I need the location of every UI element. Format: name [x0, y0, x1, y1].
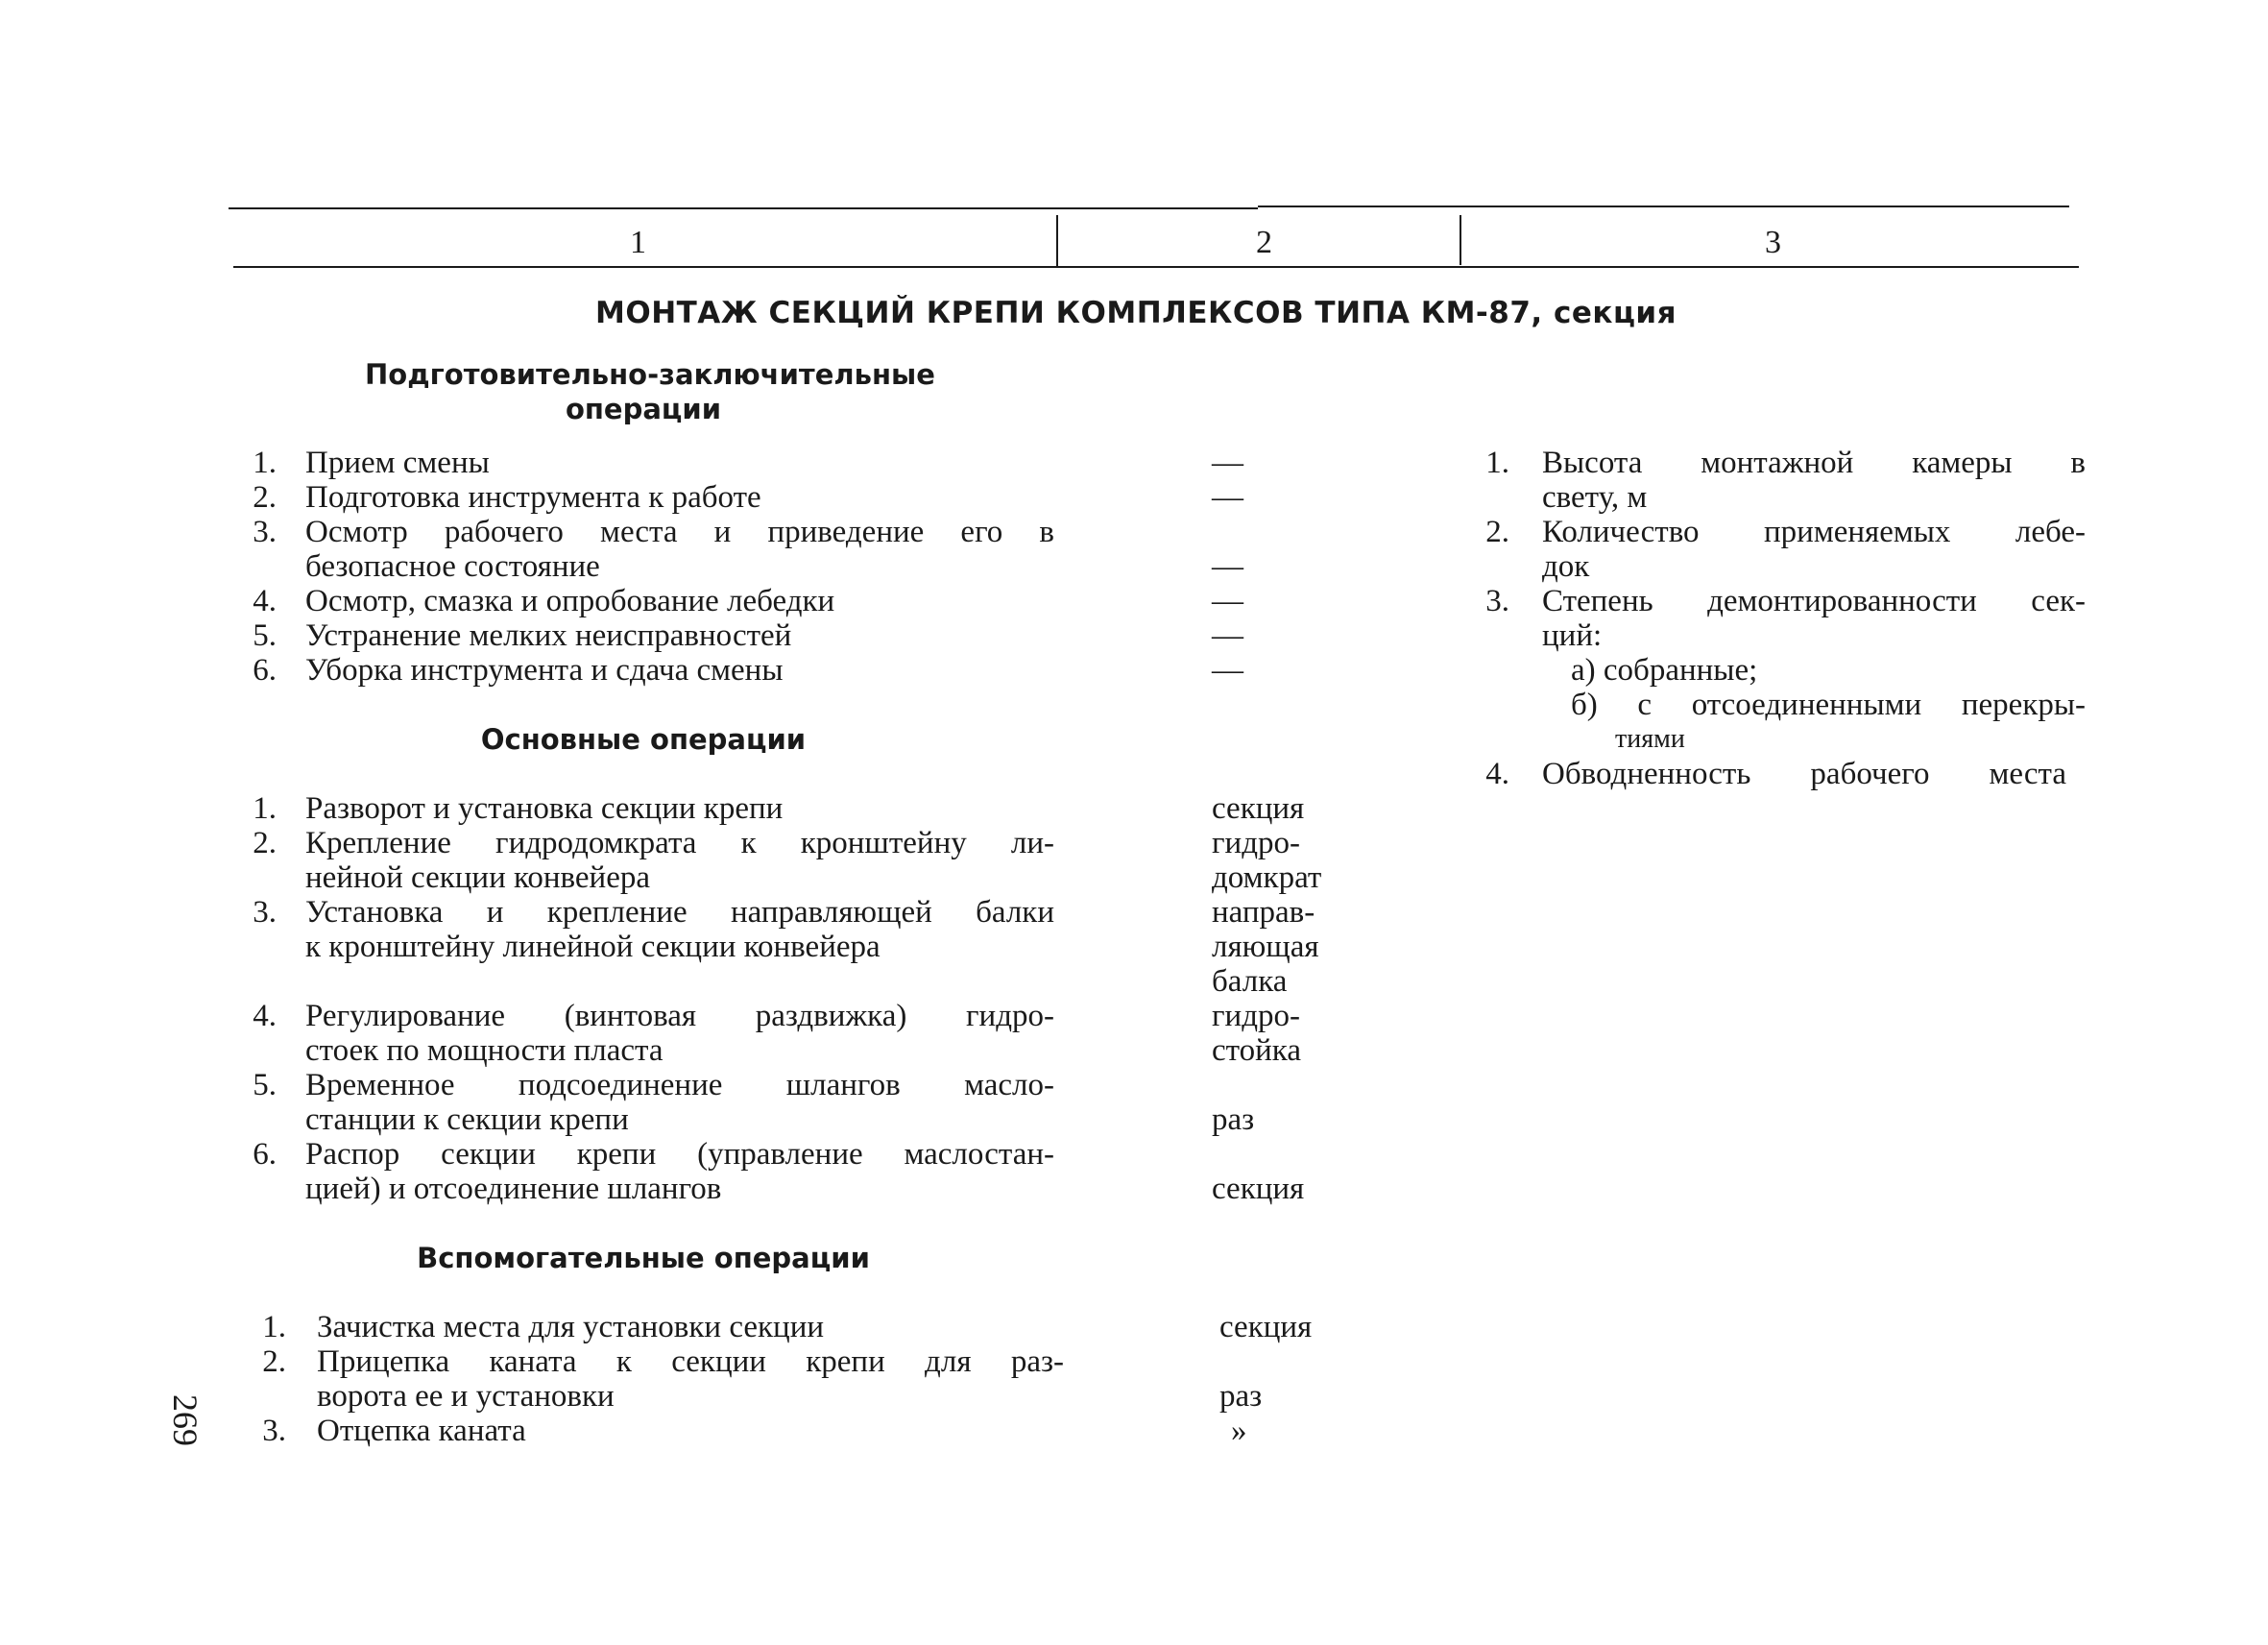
top-rule-left — [229, 207, 1258, 209]
column-number-2: 2 — [1256, 225, 1272, 260]
factor-2-text-line2: док — [1542, 549, 1590, 584]
main-item-3-text-line1: Установка и крепление направляющей балки — [305, 895, 1054, 930]
column-divider-1 — [1056, 215, 1058, 267]
aux-heading: Вспомогательные операции — [417, 1242, 870, 1274]
main-item-5-unit: раз — [1212, 1102, 1255, 1137]
main-item-6-text-line2: цией) и отсоединение шлангов — [305, 1172, 722, 1206]
main-item-6-number: 6. — [253, 1137, 277, 1172]
prep-item-1-text: Прием смены — [305, 446, 490, 480]
factor-1-text-line1: Высота монтажной камеры в — [1542, 446, 2086, 480]
main-item-5-text-line1: Временное подсоединение шлангов масло- — [305, 1068, 1054, 1102]
main-item-2-number: 2. — [253, 826, 277, 860]
main-item-5-number: 5. — [253, 1068, 277, 1102]
main-item-2-unit-line2: домкрат — [1212, 860, 1322, 895]
page-number: 269 — [166, 1394, 205, 1446]
prep-heading-line2: операции — [565, 393, 722, 425]
prep-item-4-number: 4. — [253, 584, 277, 618]
main-item-6-unit: секция — [1212, 1172, 1305, 1206]
factor-1-text-line2: свету, м — [1542, 480, 1648, 515]
aux-item-1-unit: секция — [1219, 1310, 1313, 1344]
main-item-2-text-line2: нейной секции конвейера — [305, 860, 651, 895]
column-divider-2 — [1460, 215, 1461, 265]
prep-item-6-number: 6. — [253, 653, 277, 688]
prep-item-4-text: Осмотр, смазка и опробование лебедки — [305, 584, 835, 618]
prep-item-5-number: 5. — [253, 618, 277, 653]
main-item-3-unit-line2: ляющая — [1212, 930, 1319, 964]
main-item-5-text-line2: станции к секции крепи — [305, 1102, 629, 1137]
factor-4-text: Обводненность рабочего места — [1542, 757, 2066, 791]
prep-heading — [365, 357, 935, 426]
main-item-2-unit-line1: гидро- — [1212, 826, 1300, 860]
column-number-1: 1 — [630, 225, 646, 260]
prep-item-3-text-line2: безопасное состояние — [305, 549, 600, 584]
factor-2-number: 2. — [1485, 515, 1509, 549]
aux-item-3-unit: » — [1231, 1414, 1247, 1448]
main-item-4-text-line2: стоек по мощности пласта — [305, 1033, 664, 1068]
aux-item-2-unit: раз — [1219, 1379, 1263, 1414]
column-number-3: 3 — [1765, 225, 1781, 260]
top-rule-right — [1258, 206, 2069, 207]
prep-item-3-text-line1: Осмотр рабочего места и приведение его в — [305, 515, 1054, 549]
factor-2-text-line1: Количество применяемых лебе- — [1542, 515, 2086, 549]
aux-item-2-text-line1: Прицепка каната к секции крепи для раз- — [317, 1344, 1064, 1379]
factor-1-number: 1. — [1485, 446, 1509, 480]
prep-item-2-unit: — — [1212, 480, 1243, 515]
factor-3-number: 3. — [1485, 584, 1509, 618]
main-item-3-unit-line1: направ- — [1212, 895, 1315, 930]
main-item-4-text-line1: Регулирование (винтовая раздвижка) гидро- — [305, 999, 1054, 1033]
aux-item-2-number: 2. — [262, 1344, 286, 1379]
header-bottom-rule — [233, 266, 2079, 268]
main-item-3-number: 3. — [253, 895, 277, 930]
prep-item-1-unit: — — [1212, 446, 1243, 480]
main-item-1-unit: секция — [1212, 791, 1305, 826]
main-item-4-unit-line2: стойка — [1212, 1033, 1301, 1068]
section-title: МОНТАЖ СЕКЦИЙ КРЕПИ КОМПЛЕКСОВ ТИПА КМ-87, секция — [595, 296, 1677, 330]
aux-item-1-text: Зачистка места для установки секции — [317, 1310, 825, 1344]
main-item-1-number: 1. — [253, 791, 277, 826]
aux-item-2-text-line2: ворота ее и установки — [317, 1379, 615, 1414]
prep-item-4-unit: — — [1212, 584, 1243, 618]
main-heading: Основные операции — [480, 723, 807, 756]
aux-item-1-number: 1. — [262, 1310, 286, 1344]
factor-3-subitem-a: а) собранные; — [1571, 653, 1758, 688]
prep-item-3-number: 3. — [253, 515, 277, 549]
prep-item-3-unit: — — [1212, 549, 1243, 584]
prep-item-2-text: Подготовка инструмента к работе — [305, 480, 761, 515]
main-item-2-text-line1: Крепление гидродомкрата к кронштейну ли- — [305, 826, 1054, 860]
prep-item-1-number: 1. — [253, 446, 277, 480]
main-item-6-text-line1: Распор секции крепи (управление маслостан- — [305, 1137, 1054, 1172]
factor-4-number: 4. — [1485, 757, 1509, 791]
main-item-1-text: Разворот и установка секции крепи — [305, 791, 784, 826]
prep-item-2-number: 2. — [253, 480, 277, 515]
prep-item-6-text: Уборка инструмента и сдача смены — [305, 653, 784, 688]
factor-3-text-line2: ций: — [1542, 618, 1603, 653]
prep-heading-line1: Подготовительно-заключительные — [365, 358, 935, 391]
factor-3-text-line1: Степень демонтированности сек- — [1542, 584, 2086, 618]
main-item-4-number: 4. — [253, 999, 277, 1033]
aux-item-3-number: 3. — [262, 1414, 286, 1448]
factor-3-subitem-b-line1: б) с отсоединенными перекры- — [1571, 688, 2086, 722]
prep-item-5-text: Устранение мелких неисправностей — [305, 618, 792, 653]
main-item-3-unit-line3: балка — [1212, 964, 1288, 999]
prep-item-6-unit: — — [1212, 653, 1243, 688]
main-item-4-unit-line1: гидро- — [1212, 999, 1300, 1033]
factor-3-subitem-b-line2: тиями — [1615, 724, 1685, 754]
prep-item-5-unit: — — [1212, 618, 1243, 653]
aux-item-3-text: Отцепка каната — [317, 1414, 526, 1448]
main-item-3-text-line2: к кронштейну линейной секции конвейера — [305, 930, 881, 964]
